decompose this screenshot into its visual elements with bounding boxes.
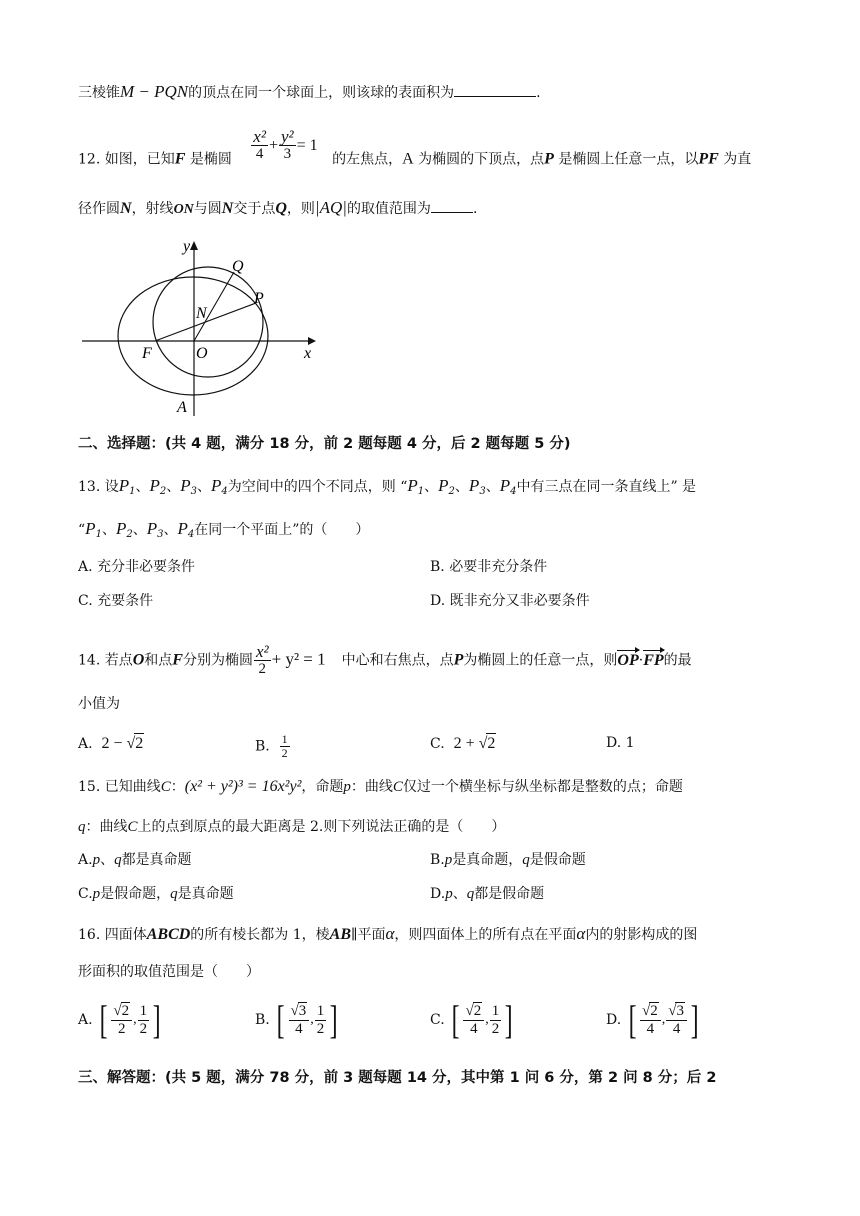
q16-line-1: 16. 四面体ABCD的所有棱长都为 1，棱AB∥平面α，则四面体上的所有点在平面α内的射影构成的图 [78,924,698,943]
q13-number: 13. [78,479,101,495]
q11-expr: M − PQN [120,82,189,101]
label-F: F [142,345,152,362]
section-3-heading: 三、解答题：(共 5 题，满分 78 分，前 3 题每题 14 分，其中第 1 问 6 分，第 2 问 8 分；后 2 [78,1070,717,1086]
q12-fraction-y: $\frac{\text{y²}}{3}$ [280,127,294,162]
q12-line-1: 12. 如图，已知F 是椭圆 $\frac{\text{x²}}{4}$ + $\frac{\text{y²}}{3}$ = 1 的左焦点，A 为椭圆的下顶点，点P 是椭圆上任意一点，以PF 为直 [78,127,752,168]
q16-option-c[interactable]: C. [ $\frac{√2}{4}$ , $\frac{1}{2}$ ] [430,997,513,1042]
x-axis-arrow [308,337,316,345]
q13-option-d[interactable]: D. 既非充分又非必要条件 [430,593,590,609]
q11-text-2: 的顶点在同一个球面上，则该球的表面积为 [188,85,455,101]
q15-option-a[interactable]: A.p、q都是真命题 [78,852,192,868]
circle-N [153,267,263,377]
q12-answer-blank[interactable] [431,198,473,213]
q16-option-b[interactable]: B. [ $\frac{√3}{4}$ , $\frac{1}{2}$ ] [255,997,338,1042]
q15-line-2: q：曲线C上的点到原点的最大距离是 2.则下列说法正确的是（ ） [78,819,506,835]
q16-option-a[interactable]: A. [ $\frac{√2}{2}$ , $\frac{1}{2}$ ] [78,997,161,1042]
q16-option-d[interactable]: D. [ $\frac{√2}{4}$ , $\frac{√3}{4}$ ] [606,997,699,1042]
label-Q: Q [232,258,244,275]
label-P: P [254,290,264,307]
q15-equation: (x² + y²)³ = 16x²y² [184,778,302,795]
y-axis-arrow [190,241,198,250]
q15-line-1: 15. 已知曲线C：(x² + y²)³ = 16x²y²，命题p：曲线C仅过一个横坐标与纵坐标都是整数的点；命题 [78,778,683,795]
q15-option-d[interactable]: D.p、q都是假命题 [430,886,545,902]
vector-OP: OP [617,651,639,669]
vector-FP: FP [643,651,664,669]
q13-line-2: “$P_1$、$P_2$、$P_3$、$P_4$在同一个平面上”的（ ） [78,519,370,540]
q14-line-1: 14. 若点O和点F分别为椭圆 $\frac{\text{x²}}{2}$ + y² = 1 中心和右焦点，点P为椭圆上的任意一点，则OP·FP的最 [78,642,692,677]
q14-option-a[interactable]: A. 2 − √2 [78,735,144,752]
label-O: O [196,345,208,362]
q13-option-a[interactable]: A. 充分非必要条件 [78,559,196,575]
q13-line-1: 13. 设$P_1$、$P_2$、$P_3$、$P_4$为空间中的四个不同点，则 “$P_1$、$P_2$、$P_3$、$P_4$中有三点在同一条直线上” 是 [78,476,697,497]
q15-option-c[interactable]: C.p是假命题，q是真命题 [78,886,234,902]
label-A: A [177,399,187,416]
q12-number: 12. [78,151,101,168]
q14-option-d[interactable]: D. 1 [606,735,635,751]
q11-answer-blank[interactable] [454,82,536,97]
q12-line-2: 径作圆N，射线ON与圆N交于点Q，则|AQ|的取值范围为 . [78,198,478,217]
q14-fraction: $\frac{\text{x²}}{2}$ [255,642,269,677]
q16-line-2: 形面积的取值范围是（ ） [78,964,260,980]
label-N: N [196,305,207,322]
q12-fraction-x: $\frac{\text{x²}}{4}$ [253,127,266,162]
q15-option-b[interactable]: B.p是真命题，q是假命题 [430,852,586,868]
q13-option-b[interactable]: B. 必要非充分条件 [430,559,548,575]
ellipse-circle-figure [80,234,320,424]
q11-text: 三棱锥 [78,85,120,101]
label-y: y [183,238,191,255]
ellipse-curve [118,277,268,395]
q11-tail-line: 三棱锥M − PQN的顶点在同一个球面上，则该球的表面积为 . [78,82,541,101]
q14-option-c[interactable]: C. 2 + √2 [430,735,496,752]
q14-option-b[interactable]: B. $\frac{1}{2}$ [255,732,288,760]
q14-number: 14. [78,652,101,669]
q16-number: 16. [78,927,101,943]
q15-number: 15. [78,779,101,795]
section-2-heading: 二、选择题：(共 4 题，满分 18 分，前 2 题每题 4 分，后 2 题每题 5 分) [78,436,571,452]
q14-line-2: 小值为 [78,696,120,712]
q13-option-c[interactable]: C. 充要条件 [78,593,154,609]
label-x: x [304,345,312,362]
